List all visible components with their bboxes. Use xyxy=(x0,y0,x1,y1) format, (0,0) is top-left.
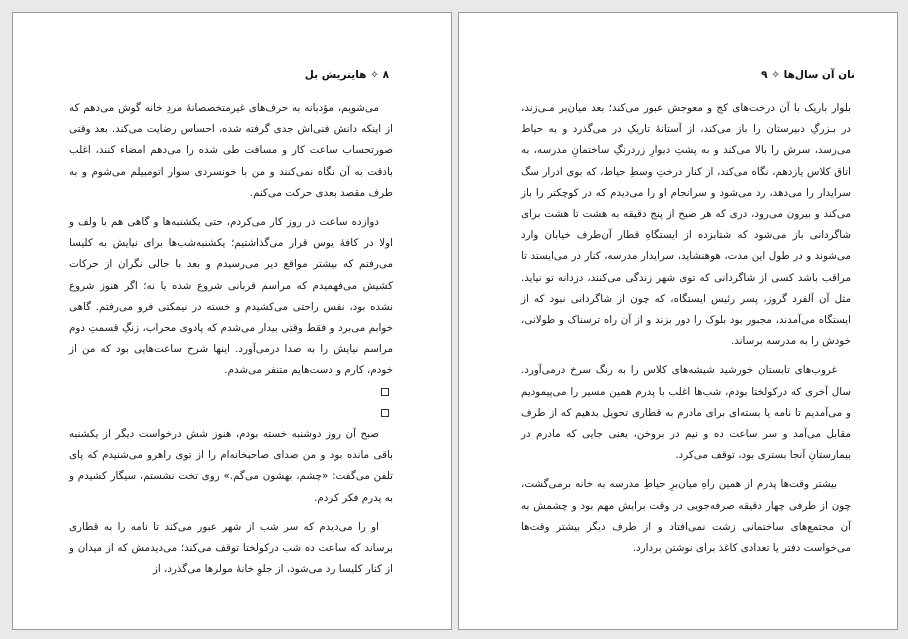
page-body xyxy=(521,98,851,559)
paragraph: می‌شویم، مؤدبانه به حرف‌های غیرمتخصصانهٔ مردِ خانه گوش می‌دهم که از اینکه دانش فنی‌اش جدی گرفته شده، احساس رضایت می‌کند. بعد وقتی صورتحساب ساعت کار و مسافت طی شده را می‌دهم امضاء کنند، اغلب بادقت به آن نگاه نمی‌کنند و من با خونسردی سوار اتومبیلم می‌شوم و به طرف مقصد بعدی حرکت می‌کنم. xyxy=(69,102,393,199)
section-break xyxy=(69,403,393,424)
left-page xyxy=(12,12,452,630)
paragraph: غروب‌های تابستان خورشید شیشه‌های کلاس را به رنگ سرخ درمی‌آورد. سال آخری که درکولختا بودم، شب‌ها اغلب با پدرم همین مسیر را می‌پیمودیم و می‌آمدیم تا نامه یا بسته‌ای برای مادرم به قطاری تحویل بدهیم که از طرف مقابل می‌آمد و سر ساعت ده و نیم در بروخن، یعنی جایی که مادرم در بیمارستانِ آنجا بستری بود، توقف می‌کرد. xyxy=(521,364,851,462)
paragraph: بیشتر وقت‌ها پدرم از همین راهِ میان‌برِ حیاطِ مدرسه به خانه برمی‌گشت، چون از طرفی چهار دقیقه صرفه‌جویی در وقت برایش مهم بود و چشمش به آن مجتمع‌های ساختمانی زشت نمی‌افتاد و از طرف دیگر بیشتر وقت‌ها می‌خواست دفتر یا تعدادی کاغذ برای نوشتن بردارد. xyxy=(521,478,851,555)
page-body xyxy=(69,98,393,580)
paragraph: بلوار باریک با آن درخت‌های کج و معوجش عبور می‌کند؛ بعد میان‌بر مـی‌زند، در بـزرگِ دبیرستان را باز می‌کند، از آستانهٔ تاریکِ در می‌گذرد و به حیاط می‌رسد، سرش را بالا می‌کند و به پشتِ دیوارِ زردرنگِ ساختمانِ مدرسه، به اتاق کلاس یازدهم، نگاه می‌کند، از کنار درختِ وسطِ حیاط، که بوی ادرار سگ سرایدار را می‌دهد، رد می‌شود و سرانجام او را می‌دیدم که در کوچکتر را باز می‌کند و بیرون می‌رود، دری که هر صبح از پنج دقیقه به هشت تا هشت برای شاگردانی باز می‌شود که شتابزده از ایستگاهِ قطار آن‌طرف خیابان وارد می‌شوند و در طول این مدت، هوهنشاید، سرایدار مدرسه، کنار در می‌ایستد تا مراقب باشد کسی از شاگردانی که توی شهر زندگی می‌کنند، دزدانه تو نیاید. مثل آن آلفرد گروز، پسر رئیس ایستگاه، که چون از شاگردانی نبود که از ایستگاه می‌آمدند، مجبور بود بلوک را دور بزند و از آن راه ترسناک و طولانی، خودش را به مدرسه برساند. xyxy=(521,102,851,348)
running-header: ۸ ✧ هاینریش بل xyxy=(304,69,389,81)
section-break xyxy=(69,382,393,403)
square-ornament-icon xyxy=(381,388,389,396)
running-header: نان آن سال‌ها ✧ ۹ xyxy=(761,69,855,81)
right-page xyxy=(458,12,898,630)
square-ornament-icon xyxy=(381,409,389,417)
paragraph: صبح آن روز دوشنبه خسته بودم، هنوز شش درخواست دیگر از یکشنبه باقی مانده بود و من صدای صاحبخانه‌ام را از توی راهرو می‌شنیدم که پای تلفن می‌گفت: «چشم، بهشون می‌گم.» روی تخت نشستم، سیگار کشیدم و به پدرم فکر کردم. xyxy=(69,428,393,504)
paragraph: دوازده ساعت در روز کار می‌کردم، حتی یکشنبه‌ها و گاهی هم با ولف و اولا در کافهٔ یوس قرار می‌گذاشتیم؛ یکشنبه‌شب‌ها برای نیایش به کلیسا می‌رفتم که بیشتر مواقع دیر می‌رسیدم و بعد با حالی نگران از حرکات کشیش می‌فهمیدم که مراسم قربانی شروع شده یا نه؛ اگر هنوز شروع نشده بود، نفس راحتی می‌کشیدم و خسته در نیمکتی فرو می‌رفتم. گاهی خوابم می‌برد و فقط وقتی بیدار می‌شدم که پادوی محراب، زنگِ قسمتِ دوم مراسم نیایش را به صدا درمی‌آورد. اینها شرح ساعت‌هایی بود که من از خودم، کارم و دست‌هایم متنفر می‌شدم. xyxy=(69,216,393,377)
paragraph: او را می‌دیدم که سر شب از شهر عبور می‌کند تا نامه را به قطاری برساند که ساعت ده شب درکولختا توقف می‌کند؛ می‌دیدمش که از میدان و از کنار کلیسا رد می‌شود، از جلوِ خانهٔ مولرها می‌گذرد، از xyxy=(69,520,393,576)
